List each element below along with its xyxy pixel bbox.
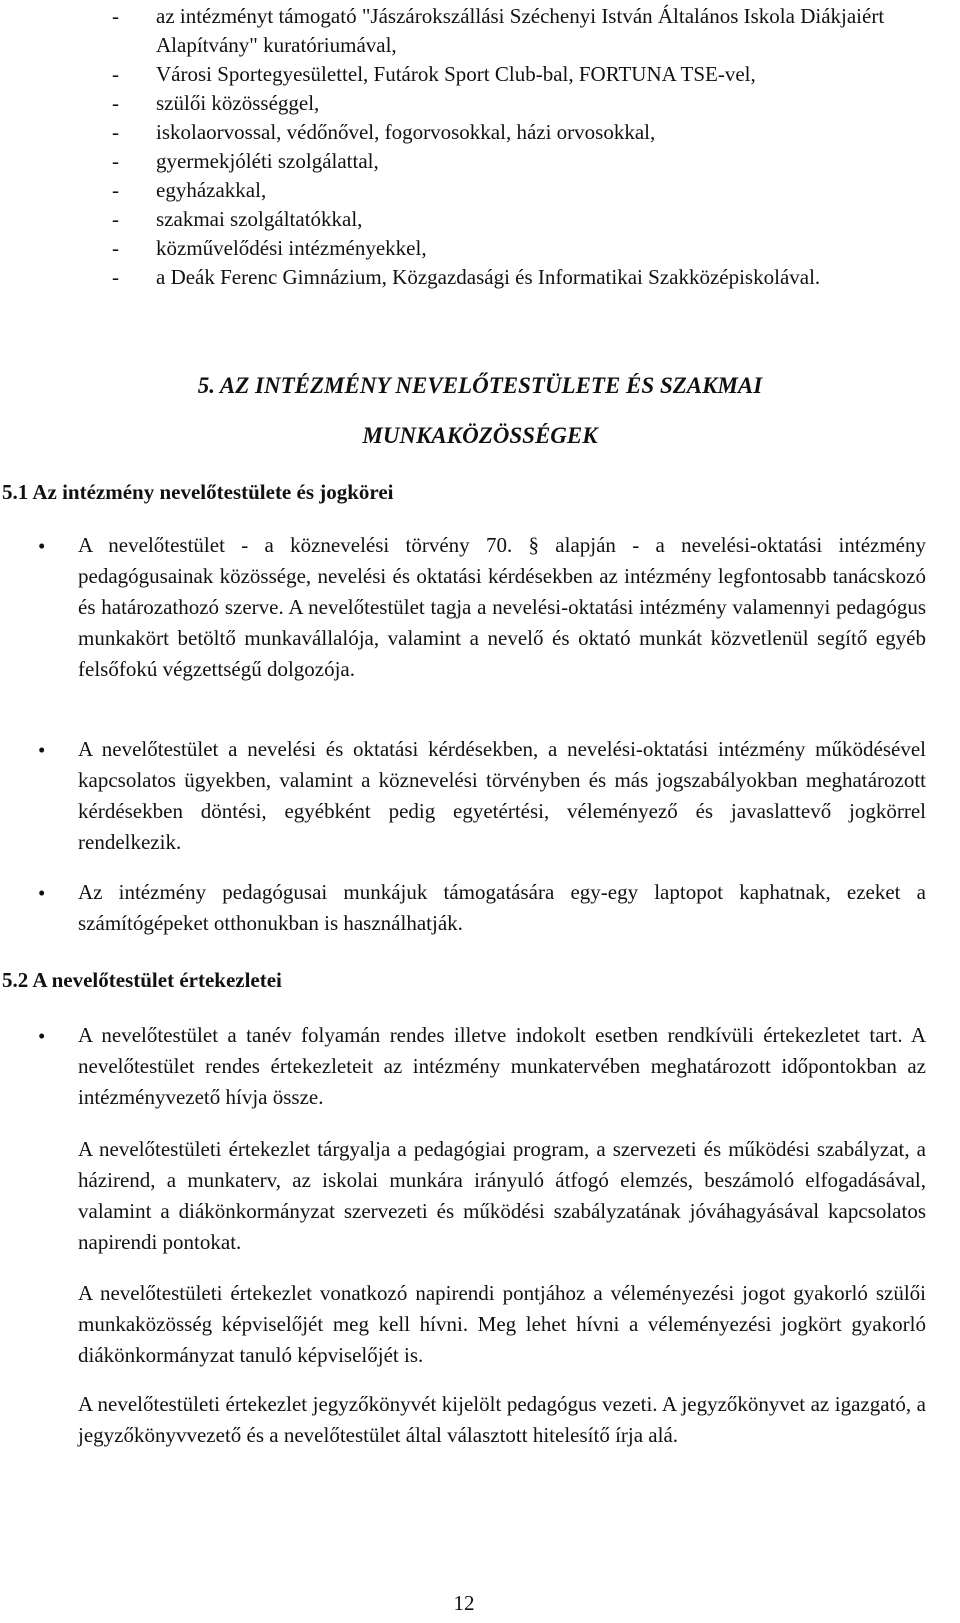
list-item: [112, 176, 932, 205]
list-item-text: iskolaorvossal, védőnővel, fogorvosokkal, házi orvosokkal,: [156, 120, 656, 144]
list-item-text: szülői közösséggel,: [156, 91, 320, 115]
list-item-text: Városi Sportegyesülettel, Futárok Sport Club-bal, FORTUNA TSE-vel,: [156, 62, 756, 86]
chapter-title: 5. AZ INTÉZMÉNY NEVELŐTESTÜLETE ÉS SZAKMAI: [197, 373, 763, 398]
bullet-marker: •: [38, 1024, 46, 1048]
bullet-text: A nevelőtestület a nevelési és oktatási kérdésekben, a nevelési-oktatási intézmény működésével kapcsolatos ügyekben, valamint a köznevelési törvényben és más jogszabályokban meghatározott kérdésekben döntési, egyébként pedig egyetértési, véleményező és javaslattevő jogkörrel rendelkezik.: [78, 737, 926, 854]
dash-marker: -: [112, 62, 119, 86]
bullet-marker: •: [38, 738, 46, 762]
paragraph: A nevelőtestületi értekezlet tárgyalja a pedagógiai program, a szervezeti és működési szabályzat, a házirend, a munkaterv, az iskolai munkára irányuló átfogó elemzés, beszámoló elfogadásával, valamint a diákönkormányzat szervezeti és működési szabályzatának jóváhagyásával kapcsolatos napirendi pontokat.: [78, 1137, 926, 1254]
list-item: [112, 89, 932, 118]
section-number: 5.2: [2, 968, 29, 992]
bullet-text: A nevelőtestület a tanév folyamán rendes illetve indokolt esetben rendkívüli értekezletet tart. A nevelőtestület rendes értekezleteit az intézmény munkatervében meghatározott időpontokban az intézményvezető hívja össze.: [78, 1023, 926, 1109]
dash-marker: -: [112, 120, 119, 144]
bullet-item: [38, 734, 926, 858]
list-item: [112, 205, 932, 234]
partner-list: [112, 2, 932, 292]
list-item: [112, 263, 932, 292]
list-item: [112, 147, 932, 176]
page-number: 12: [453, 1591, 475, 1615]
bullet-marker: •: [38, 534, 46, 558]
list-item-text: az intézményt támogató "Jászárokszállási Széchenyi István Általános Iskola Diákjaiért Alapítvány" kuratóriumával,: [156, 4, 885, 57]
section-number: 5.1: [2, 480, 29, 504]
paragraph: A nevelőtestületi értekezlet vonatkozó napirendi pontjához a véleményezési jogot gyakorló szülői munkaközösség képviselőjét meg kell hívni. Meg lehet hívni a véleményezési jogkört gyakorló diákönkormányzat tanuló képviselőjét is.: [78, 1281, 926, 1367]
list-item-text: szakmai szolgáltatókkal,: [156, 207, 363, 231]
paragraph: A nevelőtestületi értekezlet jegyzőkönyvét kijelölt pedagógus vezeti. A jegyzőkönyvet az igazgató, a jegyzőkönyvvezető és a nevelőtestület által választott hitelesítő írja alá.: [78, 1392, 926, 1447]
dash-marker: -: [112, 4, 119, 28]
list-item-text: közművelődési intézményekkel,: [156, 236, 427, 260]
bullet-text: Az intézmény pedagógusai munkájuk támogatására egy-egy laptopot kaphatnak, ezeket a számítógépeket otthonukban is használhatják.: [78, 880, 926, 935]
section-title: Az intézmény nevelőtestülete és jogkörei: [32, 480, 394, 504]
list-item: [112, 234, 932, 263]
bullet-item: [38, 877, 926, 939]
dash-marker: -: [112, 91, 119, 115]
list-item-text: gyermekjóléti szolgálattal,: [156, 149, 379, 173]
bullet-item: [38, 1020, 926, 1113]
list-item: [112, 60, 932, 89]
dash-marker: -: [112, 207, 119, 231]
bullet-text: A nevelőtestület - a köznevelési törvény 70. § alapján - a nevelési-oktatási intézmény pedagógusainak közössége, nevelési és oktatási kérdésekben az intézmény legfontosabb tanácskozó és határozathozó szerve. A nevelőtestület tagja a nevelési-oktatási intézmény valamennyi pedagógus munkakört betöltő munkavállalója, valamint a nevelő és oktató munkát közvetlenül segítő egyéb felsőfokú végzettségű dolgozója.: [78, 533, 926, 681]
list-item-text: a Deák Ferenc Gimnázium, Közgazdasági és Informatikai Szakközépiskolával.: [156, 265, 821, 289]
list-item: [112, 2, 932, 60]
section-title: A nevelőtestület értekezletei: [32, 968, 282, 992]
dash-marker: -: [112, 178, 119, 202]
dash-marker: -: [112, 265, 119, 289]
dash-marker: -: [112, 236, 119, 260]
chapter-title-continued: MUNKAKÖZÖSSÉGEK: [362, 423, 598, 448]
bullet-item: [38, 530, 926, 685]
section-heading-5-2: [2, 965, 282, 995]
bullet-marker: •: [38, 881, 46, 905]
list-item: [112, 118, 932, 147]
section-heading-5-1: [2, 477, 394, 507]
list-item-text: egyházakkal,: [156, 178, 267, 202]
dash-marker: -: [112, 149, 119, 173]
